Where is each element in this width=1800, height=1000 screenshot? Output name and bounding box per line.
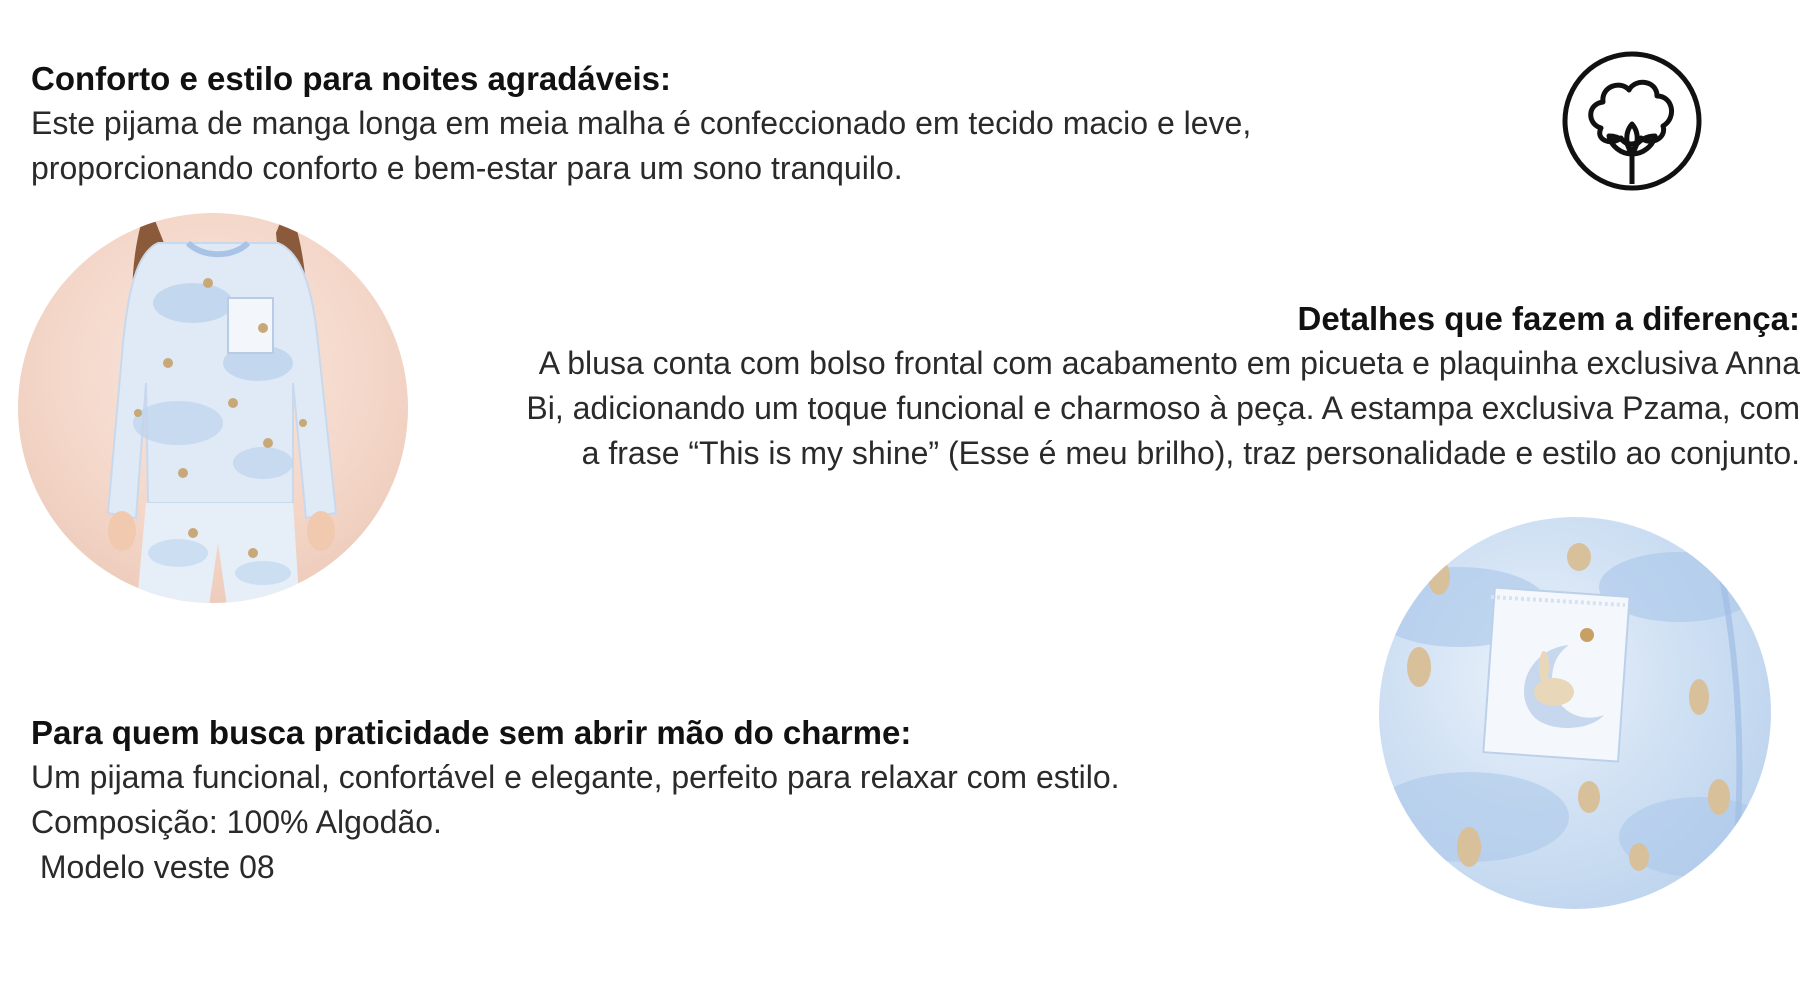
model-size-line: Modelo veste 08 [31,849,275,885]
section-practicality [31,710,1120,890]
section-details-text [526,341,1800,476]
section-practicality-heading: Para quem busca praticidade sem abrir mão do charme: [31,714,912,751]
section-comfort-line: proporcionando conforto e bem-estar para um sono tranquilo. [31,150,903,186]
composition-line: Composição: 100% Algodão. [31,804,442,840]
section-practicality-line: Um pijama funcional, confortável e elegante, perfeito para relaxar com estilo. [31,759,1120,795]
section-details [526,296,1800,476]
section-details-line: a frase “This is my shine” (Esse é meu brilho), traz personalidade e estilo ao conjunto. [581,435,1800,471]
section-details-heading: Detalhes que fazem a diferença: [1297,300,1800,337]
section-comfort-heading: Conforto e estilo para noites agradáveis: [31,60,671,97]
product-photo-model [18,213,408,603]
section-details-line: A blusa conta com bolso frontal com acabamento em picueta e plaquinha exclusiva Anna [538,345,1800,381]
section-comfort [31,56,1251,191]
section-comfort-line: Este pijama de manga longa em meia malha é confeccionado em tecido macio e leve, [31,105,1252,141]
section-details-line: Bi, adicionando um toque funcional e charmoso à peça. A estampa exclusiva Pzama, com [526,390,1800,426]
product-photo-pocket-detail [1379,517,1771,909]
section-practicality-text [31,755,1120,890]
cotton-icon [1561,50,1703,192]
section-comfort-text [31,101,1251,191]
